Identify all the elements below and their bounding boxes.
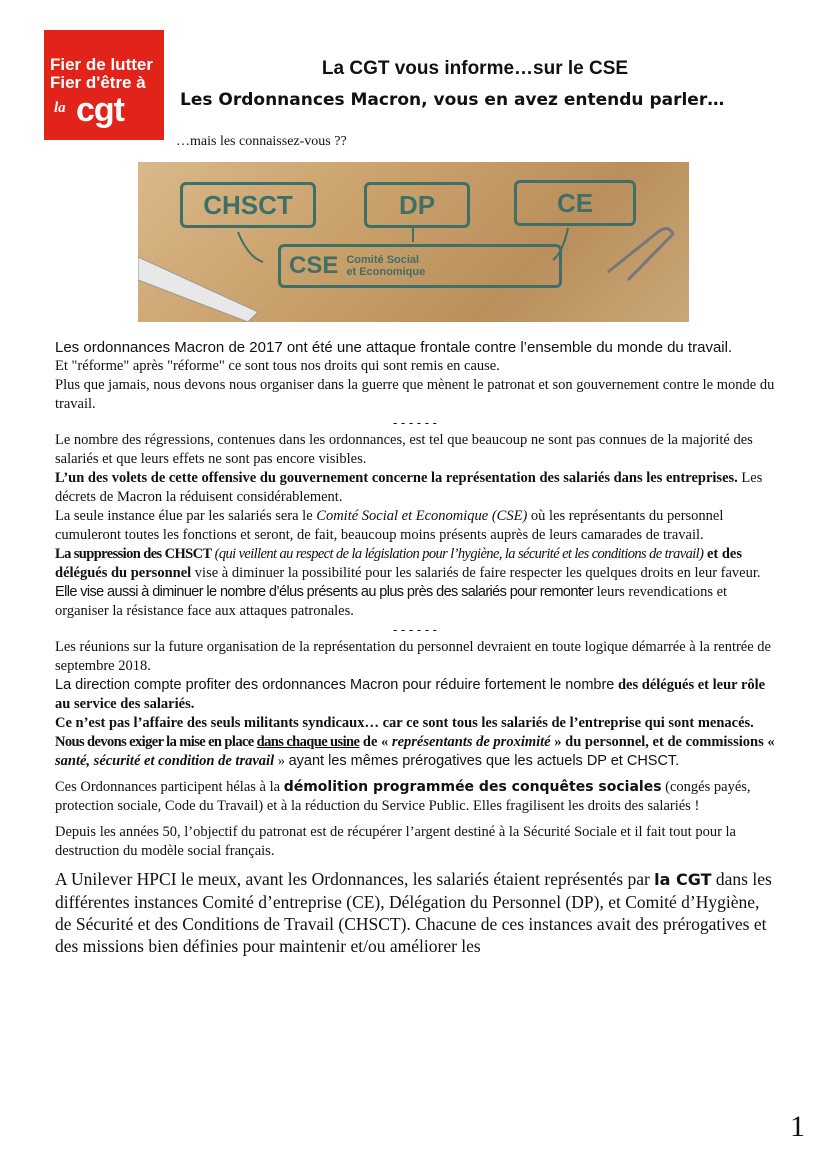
separator-2: - - - - - - xyxy=(392,622,438,637)
paragraph-13-b: (congés payés, protection sociale, Code du Travail) et à la réduction du Service Public. Elles fragilisent les droits des salariés ! xyxy=(55,779,751,814)
paragraph-5-rest: Les décrets de Macron la réduisent considérablement. xyxy=(55,470,763,505)
cgt-logo xyxy=(44,30,164,140)
paragraph-5-bold: L’un des volets de cette offensive du gouvernement concerne la représentation des salariés dans les entreprises. xyxy=(55,470,738,486)
paragraph-6-b: où les représentants du personnel cumuleront toutes les fonctions et seront, de fait, beaucoup moins présents auprès de leurs camarades de travail. xyxy=(55,508,724,543)
paragraph-11-bold: Ce n’est pas l’affaire des seuls militants syndicaux… car ce sont tous les salariés de l’entreprise qui sont menacés. xyxy=(55,715,754,731)
paragraph-13 xyxy=(55,778,775,816)
paragraph-14: Depuis les années 50, l’objectif du patronat est de récupérer l’argent destiné à la Sécurité Sociale et il fait tout pour la destruction du modèle social français. xyxy=(55,824,736,859)
box-dp: DP xyxy=(364,182,470,228)
paragraph-15 xyxy=(55,868,775,957)
logo-la: la xyxy=(54,100,66,116)
paragraph-8-rest: leurs revendications et organiser la résistance face aux attaques patronales. xyxy=(55,584,728,619)
logo-cgt: cgt xyxy=(76,91,124,129)
paragraph-10-bold: des délégués et leur rôle au service des salariés. xyxy=(55,677,766,712)
paragraph-7-bold1: La suppression des CHSCT xyxy=(55,546,212,562)
tagline: …mais les connaissez-vous ?? xyxy=(176,134,347,149)
paragraph-12-b: de « xyxy=(359,734,392,750)
paperclip-shape xyxy=(608,228,673,280)
box-chsct: CHSCT xyxy=(180,182,316,228)
paragraph-6 xyxy=(55,507,775,545)
spacer-1 xyxy=(55,771,775,778)
cse-illustration xyxy=(138,162,689,322)
box-cse-subtitle xyxy=(346,254,425,278)
paragraph-10 xyxy=(55,676,775,714)
paragraph-10-sans: La direction compte profiter des ordonnances Macron pour réduire fortement le nombre xyxy=(55,677,615,693)
logo-line-2: Fier d'être à xyxy=(50,73,146,92)
page-title: La CGT vous informe…sur le CSE xyxy=(321,58,629,79)
paragraph-9: Les réunions sur la future organisation de la représentation du personnel devraient en toute logique démarrée à la rentrée de septembre 2018. xyxy=(55,639,771,674)
paragraph-15-b: dans les différentes instances Comité d’entreprise (CE), Délégation du Personnel (DP), et Comité d’Hygiène, de Sécurité et des Conditions de Travail (CHSCT). Chacune de ces instances avait des prérogatives et des missions bien définies pour maintenir et/ou améliorer les xyxy=(55,869,772,956)
paragraph-7-rest: vise à diminuer la possibilité pour les salariés de faire respecter les quelques droits en leur faveur. xyxy=(191,565,761,581)
paragraph-4: Le nombre des régressions, contenues dans les ordonnances, est tel que beaucoup ne sont pas connues de la majorité des salariés et que leurs effets ne sont pas encore visibles. xyxy=(55,432,753,467)
paragraph-1: Les ordonnances Macron de 2017 ont été une attaque frontale contre l’ensemble du monde du travail. xyxy=(55,339,733,356)
paragraph-5 xyxy=(55,469,775,507)
paragraph-12-italic-2: santé, sécurité et condition de travail xyxy=(55,753,275,769)
paragraph-2: Et "réforme" après "réforme" ce sont tous nos droits qui sont remis en cause. xyxy=(55,358,500,374)
paragraph-12 xyxy=(55,733,775,771)
paragraph-7 xyxy=(55,545,775,583)
paragraph-12-a: Nous devons exiger la mise en place xyxy=(55,734,257,750)
page-number: 1 xyxy=(790,1110,805,1143)
paragraph-6-a: La seule instance élue par les salariés sera le xyxy=(55,508,317,524)
page-subtitle: Les Ordonnances Macron, vous en avez entendu parler… xyxy=(180,90,725,110)
paragraph-8-sans: Elle vise aussi à diminuer le nombre d’élus présents au plus près des salariés pour remonter xyxy=(55,584,593,600)
paragraph-12-c: » du personnel, et de commissions « xyxy=(550,734,775,750)
paragraph-12-underline: dans chaque usine xyxy=(256,734,360,750)
box-cse-label: CSE xyxy=(289,252,339,279)
box-cse-sub2: et Economique xyxy=(346,266,426,278)
paragraph-13-highlight: démolition programmée des conquêtes sociales xyxy=(283,779,662,795)
article-body xyxy=(55,338,775,957)
separator-1: - - - - - - xyxy=(392,415,438,430)
paragraph-13-a: Ces Ordonnances participent hélas à la xyxy=(55,779,284,795)
paragraph-15-a: A Unilever HPCI le meux, avant les Ordonnances, les salariés étaient représentés par xyxy=(55,869,655,889)
spacer-2 xyxy=(55,816,775,823)
paragraph-7-bold2: et des délégués du personnel xyxy=(55,546,743,581)
box-cse-sub1: Comité Social xyxy=(346,254,420,266)
paragraph-12-d: » xyxy=(274,753,289,769)
paragraph-15-highlight: la CGT xyxy=(654,870,712,889)
arrow-left xyxy=(238,232,263,262)
spacer-3 xyxy=(55,861,775,868)
paragraph-6-italic: Comité Social et Economique (CSE) xyxy=(316,508,528,524)
logo-line-1: Fier de lutter xyxy=(50,55,153,74)
paragraph-12-sans: ayant les mêmes prérogatives que les actuels DP et CHSCT. xyxy=(288,753,680,769)
paragraph-11 xyxy=(55,714,775,733)
paragraph-7-italic: (qui veillent au respect de la législation pour l’hygiène, la sécurité et les conditions de travail) xyxy=(211,546,704,562)
paragraph-3: Plus que jamais, nous devons nous organiser dans la guerre que mènent le patronat et son gouvernement contre le monde du travail. xyxy=(55,377,775,412)
box-ce: CE xyxy=(514,180,636,226)
pen-shape xyxy=(138,257,258,322)
paragraph-8 xyxy=(55,583,775,621)
paragraph-12-italic: représentants de proximité xyxy=(391,734,551,750)
box-cse xyxy=(278,244,562,288)
